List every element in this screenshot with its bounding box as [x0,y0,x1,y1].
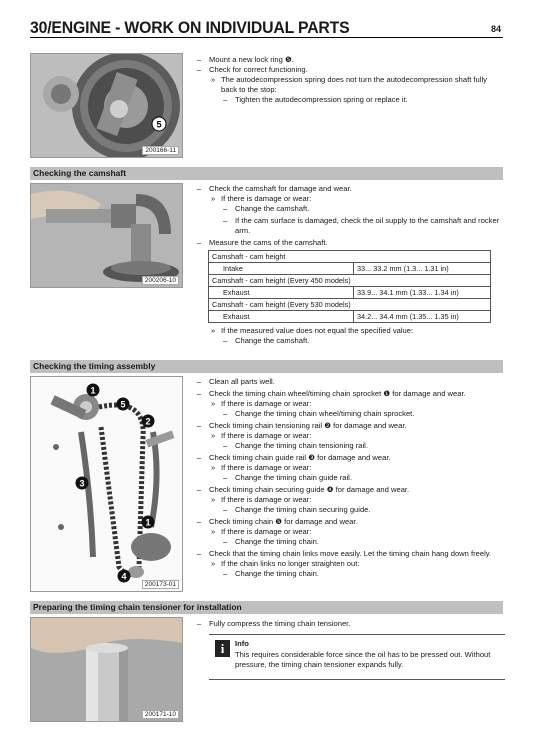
section-heading-tensioner: Preparing the timing chain tensioner for installation [30,601,503,614]
photo1-label: 5 [156,119,162,130]
info-box [209,634,505,680]
action-tighten-spring: – Tighten the autodecompression spring or replace it. [195,95,505,105]
table-cell: Intake [209,263,354,275]
condition-5: » If there is damage or wear: [195,527,505,537]
step-check-chain: – Check timing chain ❺ for damage and wear. [195,517,505,527]
condition-4: » If there is damage or wear: [195,495,505,505]
photo3-label-1b: 1 [145,517,151,528]
condition-1: » If there is damage or wear: [195,399,505,409]
photo3-label-1a: 1 [90,385,96,396]
tensioner-steps [195,619,505,680]
action-5: – Change the timing chain. [195,537,505,547]
photo-camshaft [30,183,183,288]
camshaft-sprocket-image [31,54,183,158]
table-row [209,311,491,323]
condition-damage: » If there is damage or wear: [195,194,505,204]
camshaft-steps [195,184,505,346]
table-row [209,299,491,311]
step-compress-tensioner: – Fully compress the timing chain tensioner. [195,619,505,629]
step-measure-cams: – Measure the cams of the camshaft. [195,238,505,248]
photo3-label-2: 2 [145,416,151,427]
table-row [209,251,491,263]
action-change-camshaft-2: – Change the camshaft. [195,336,505,346]
table-cell: 34.2... 34.4 mm (1.35... 1.35 in) [354,311,491,323]
timing-exploded-diagram [31,377,183,592]
photo3-label-4: 4 [121,571,127,582]
action-3: – Change the timing chain guide rail. [195,473,505,483]
photo3-code: 200173-01 [142,580,179,589]
section-heading-timing: Checking the timing assembly [30,360,503,373]
step-check-function: – Check for correct functioning. [195,65,505,75]
step-check-links: – Check that the timing chain links move easily. Let the timing chain hang down freely. [195,549,505,559]
section-heading-camshaft: Checking the camshaft [30,167,503,180]
step-clean: – Clean all parts well. [195,377,505,387]
intro-steps [195,55,505,105]
action-1: – Change the timing chain wheel/timing chain sprocket. [195,409,505,419]
photo4-code: 200171-10 [142,710,179,719]
condition-measured: » If the measured value does not equal the specified value: [195,326,505,336]
condition-2: » If there is damage or wear: [195,431,505,441]
timing-steps [195,377,505,579]
condition-6: » If the chain links no longer straighten out: [195,559,505,569]
cam-height-table [208,250,491,323]
info-icon: i [215,640,230,657]
action-check-oil: – If the cam surface is damaged, check the oil supply to the camshaft and rocker arm. [195,216,505,236]
photo-timing-assembly [30,376,183,592]
page-title: 30/ENGINE - WORK ON INDIVIDUAL PARTS [30,18,350,37]
condition-3: » If there is damage or wear: [195,463,505,473]
micrometer-image [31,184,183,288]
step-check-sprocket: – Check the timing chain wheel/timing chain sprocket ❶ for damage and wear. [195,389,505,399]
table-cell: Camshaft - cam height (Every 530 models) [209,299,491,311]
table-cell: Exhaust [209,287,354,299]
step-check-securing-guide: – Check timing chain securing guide ❹ for damage and wear. [195,485,505,495]
photo3-label-5: 5 [120,399,126,410]
table-row [209,287,491,299]
step-check-guide-rail: – Check timing chain guide rail ❸ for damage and wear. [195,453,505,463]
page-number: 84 [490,24,501,34]
table-row [209,263,491,275]
table-row [209,275,491,287]
table-cell: Camshaft - cam height [209,251,491,263]
table-cell: Exhaust [209,311,354,323]
photo1-code: 200166-11 [142,146,179,155]
info-text: This requires considerable force since the oil has to be pressed out. Without pressure, the timing chain tensioner expands fully. [235,650,491,669]
action-2: – Change the timing chain tensioning rail. [195,441,505,451]
photo-autodecompression [30,53,183,158]
page-header [30,18,503,38]
photo-tensioner [30,617,183,722]
tensioner-image [31,618,183,722]
step-check-tensioning-rail: – Check timing chain tensioning rail ❷ for damage and wear. [195,421,505,431]
info-content [235,639,497,670]
action-change-camshaft: – Change the camshaft. [195,204,505,214]
table-cell: 33... 33.2 mm (1.3... 1.31 in) [354,263,491,275]
action-6: – Change the timing chain. [195,569,505,579]
photo2-code: 200206-10 [142,276,179,285]
step-check-camshaft: – Check the camshaft for damage and wear. [195,184,505,194]
action-4: – Change the timing chain securing guide. [195,505,505,515]
info-title: Info [235,639,249,648]
table-cell: 33.9... 34.1 mm (1.33... 1.34 in) [354,287,491,299]
step-mount-lock-ring: – Mount a new lock ring ❺. [195,55,505,65]
photo3-label-3: 3 [79,478,85,489]
condition-spring: » The autodecompression spring does not turn the autodecompression shaft fully back to the stop: [195,75,505,95]
table-cell: Camshaft - cam height (Every 450 models) [209,275,491,287]
